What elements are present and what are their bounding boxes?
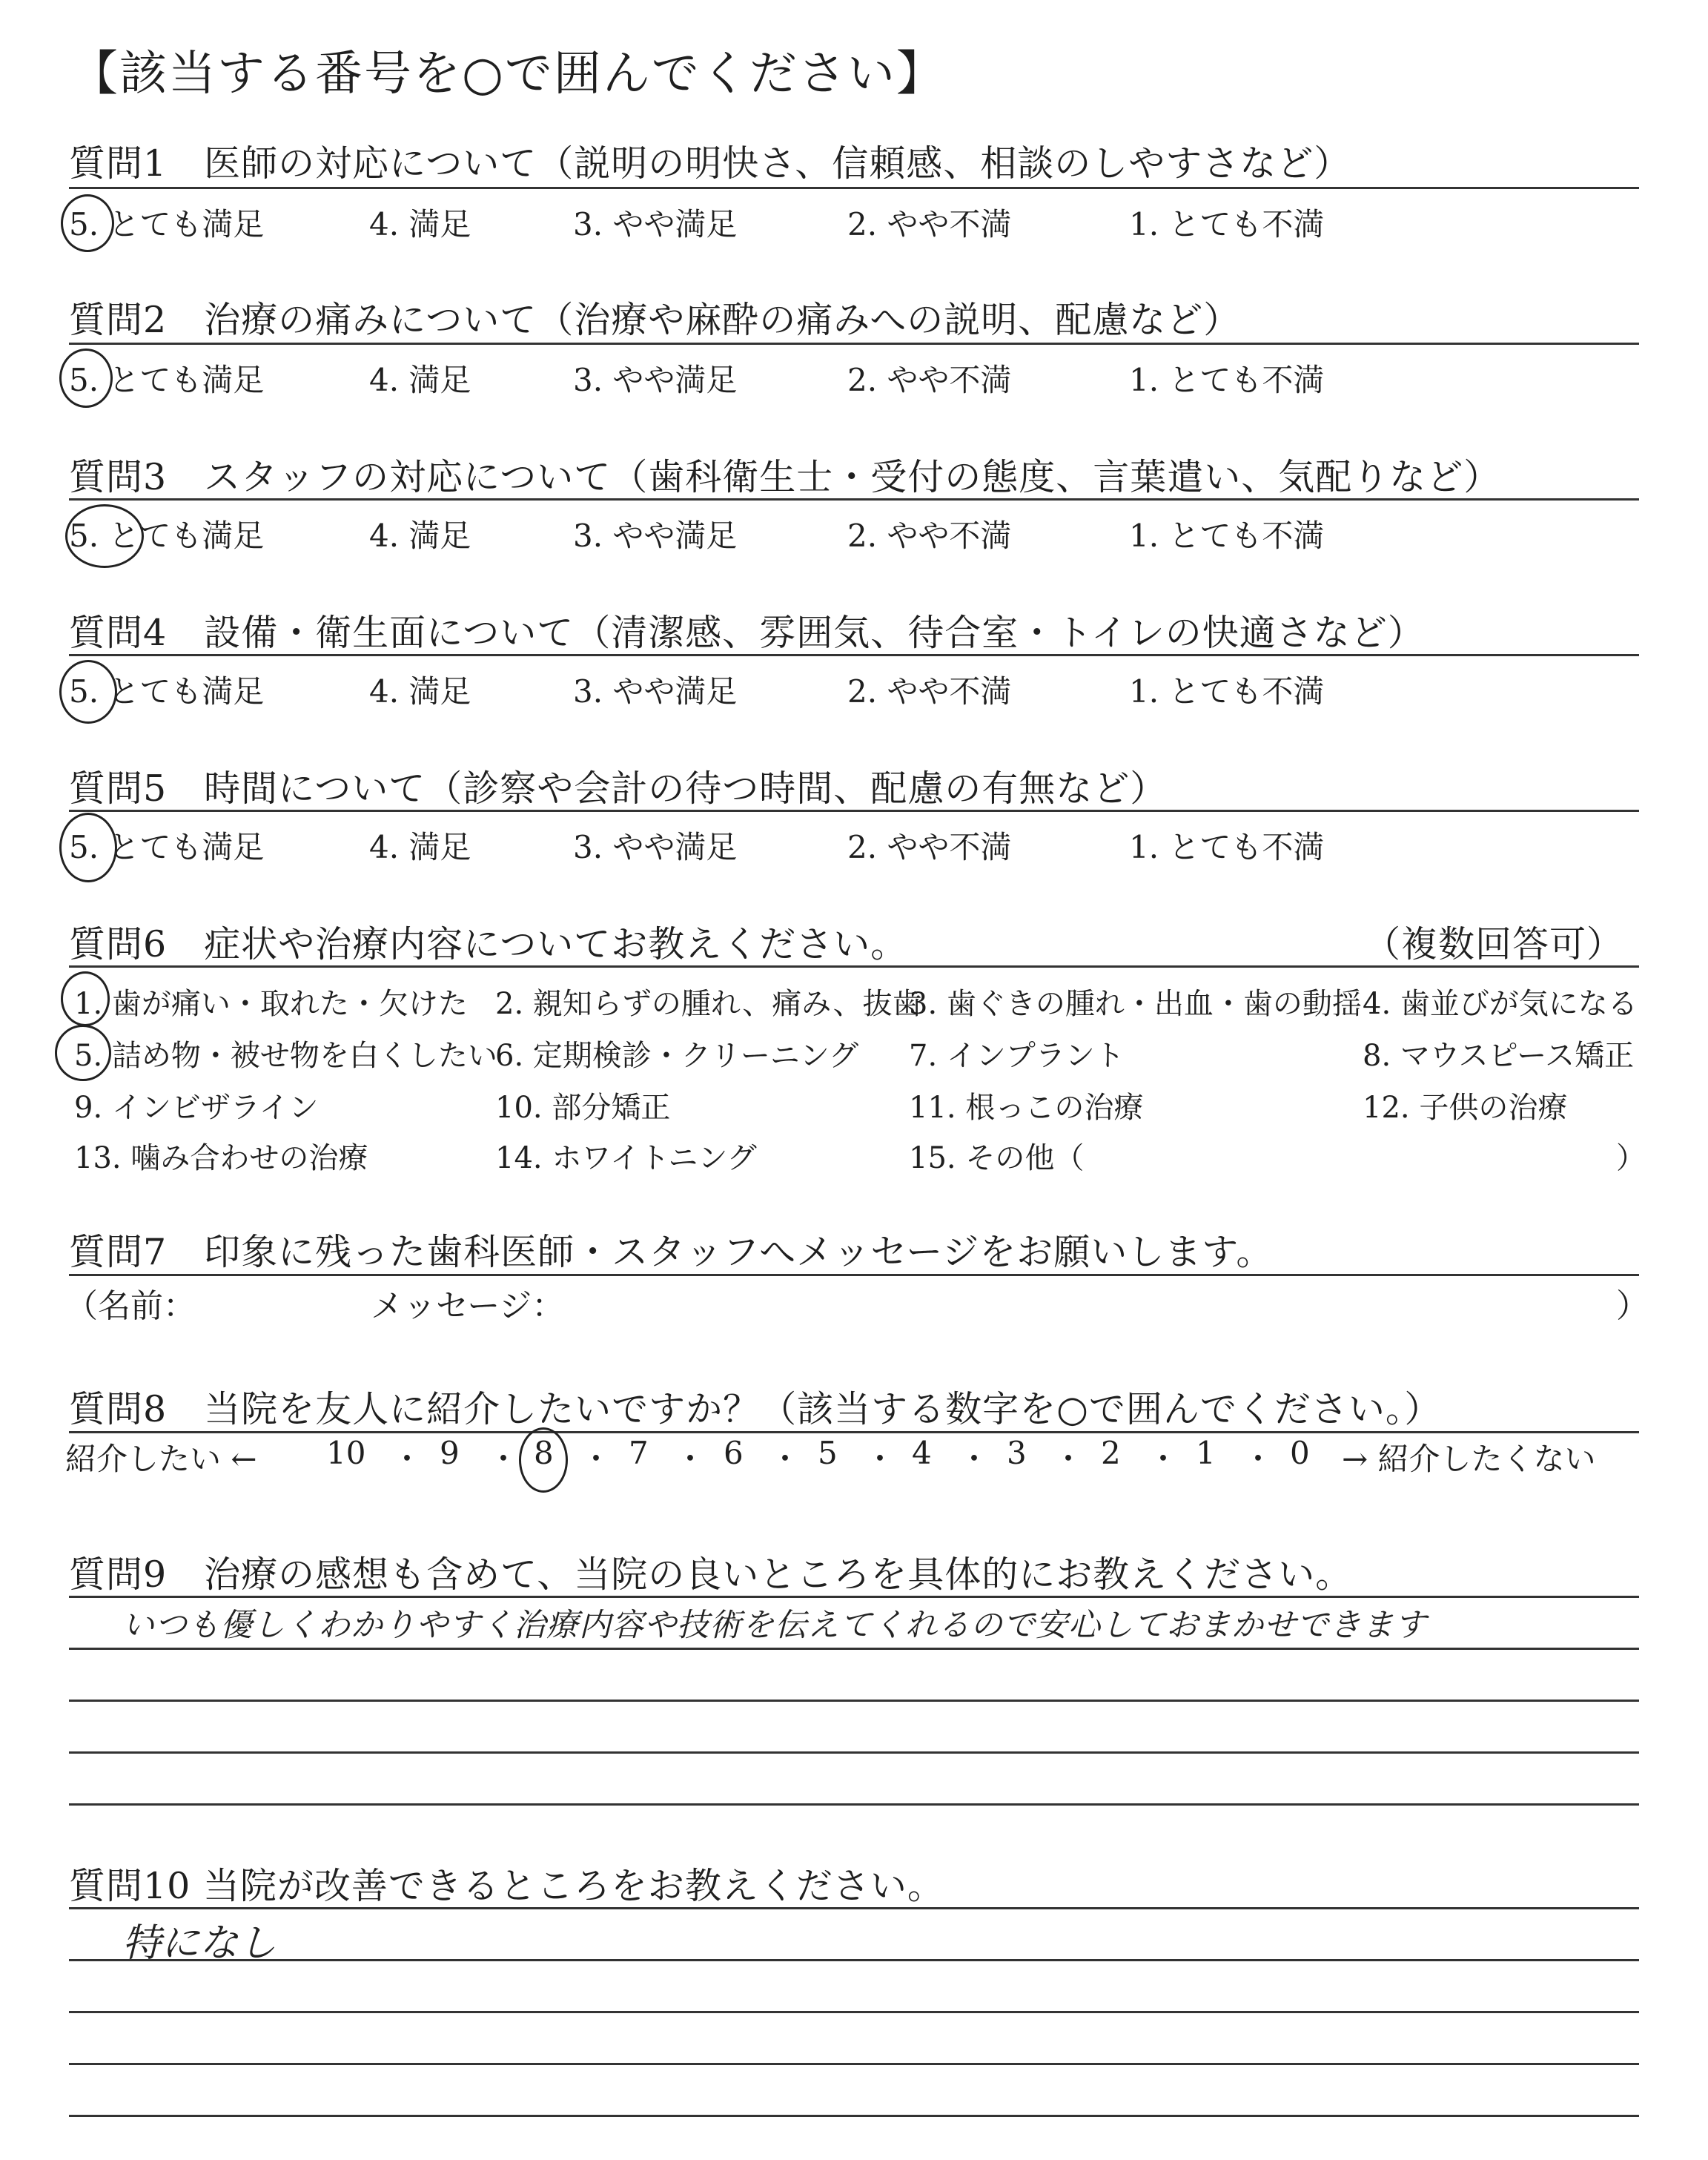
- q6-option-9[interactable]: 9. インビザライン: [74, 1091, 319, 1125]
- answer-line: [69, 2011, 1639, 2013]
- question-4: 質問4 設備・衛生面について（清潔感、雰囲気、待合室・トイレの快適さなど）: [69, 612, 1425, 654]
- message-label[interactable]: メッセージ：: [371, 1287, 565, 1325]
- rating-option-5[interactable]: 5. とても満足: [69, 206, 265, 242]
- scale-number[interactable]: 3: [1007, 1435, 1027, 1471]
- q6-option-8[interactable]: 8. マウスピース矯正: [1363, 1039, 1635, 1073]
- q6-other-close: ）: [1616, 1141, 1646, 1175]
- rating-option-1[interactable]: 1. とても不満: [1129, 362, 1325, 398]
- rating-option-1[interactable]: 1. とても不満: [1129, 518, 1325, 554]
- divider: [69, 654, 1639, 656]
- answer-line: [69, 1959, 1639, 1961]
- rating-option-5[interactable]: 5. とても満足: [69, 829, 265, 865]
- q6-option-14[interactable]: 14. ホワイトニング: [495, 1141, 757, 1175]
- rating-option-3[interactable]: 3. やや満足: [573, 362, 738, 398]
- rating-option-2[interactable]: 2. やや不満: [847, 206, 1012, 242]
- scale-number[interactable]: 6: [724, 1435, 744, 1471]
- scale-number[interactable]: 1: [1196, 1435, 1216, 1471]
- scale-left-label: 紹介したい ←: [65, 1441, 257, 1477]
- q9-handwritten-answer[interactable]: いつも優しくわかりやすく治療内容や技術を伝えてくれるので安心しておまかせできます: [122, 1607, 1427, 1644]
- divider: [69, 1596, 1639, 1598]
- circle-mark: [59, 660, 117, 724]
- divider: [69, 187, 1639, 189]
- question-9: 質問9 治療の感想も含めて、当院の良いところを具体的にお教えください。: [69, 1553, 1353, 1596]
- q6-option-11[interactable]: 11. 根っこの治療: [909, 1091, 1144, 1125]
- question-3: 質問3 スタッフの対応について（歯科衛生士・受付の態度、言葉遣い、気配りなど）: [69, 456, 1501, 498]
- scale-number[interactable]: 0: [1290, 1435, 1310, 1471]
- scale-number[interactable]: 8: [534, 1435, 554, 1471]
- question-8: 質問8 当院を友人に紹介したいですか？（該当する数字を○で囲んでください。）: [69, 1388, 1442, 1430]
- scale-number[interactable]: 7: [629, 1435, 649, 1471]
- rating-option-1[interactable]: 1. とても不満: [1129, 206, 1325, 242]
- rating-option-5[interactable]: 5. とても満足: [69, 673, 265, 710]
- rating-option-2[interactable]: 2. やや不満: [847, 829, 1012, 865]
- name-label: （名前：: [65, 1287, 196, 1325]
- rating-option-2[interactable]: 2. やや不満: [847, 362, 1012, 398]
- rating-option-5[interactable]: 5. とても満足: [69, 362, 265, 398]
- divider: [69, 1907, 1639, 1909]
- answer-line: [69, 2115, 1639, 2117]
- q6-option-13[interactable]: 13. 噛み合わせの治療: [74, 1141, 368, 1175]
- circle-mark: [65, 504, 144, 568]
- rating-option-2[interactable]: 2. やや不満: [847, 518, 1012, 554]
- question-1: 質問1 医師の対応について（説明の明快さ、信頼感、相談のしやすさなど）: [69, 142, 1351, 185]
- q6-option-2[interactable]: 2. 親知らずの腫れ、痛み、抜歯: [495, 987, 922, 1021]
- question-10: 質問10 当院が改善できるところをお教えください。: [69, 1865, 944, 1907]
- answer-line: [69, 2063, 1639, 2065]
- rating-option-4[interactable]: 4. 満足: [369, 829, 471, 865]
- circle-mark: [61, 194, 114, 252]
- q10-handwritten-answer[interactable]: 特になし: [122, 1921, 277, 1966]
- answer-line: [69, 1648, 1639, 1650]
- q6-option-6[interactable]: 6. 定期検診・クリーニング: [495, 1039, 859, 1073]
- rating-option-3[interactable]: 3. やや満足: [573, 206, 738, 242]
- q6-option-12[interactable]: 12. 子供の治療: [1363, 1091, 1568, 1125]
- answer-line: [69, 1700, 1639, 1702]
- rating-option-1[interactable]: 1. とても不満: [1129, 829, 1325, 865]
- rating-option-3[interactable]: 3. やや満足: [573, 518, 738, 554]
- message-close: ）: [1616, 1287, 1649, 1325]
- scale-number[interactable]: 2: [1101, 1435, 1121, 1471]
- circle-mark: [519, 1427, 568, 1493]
- rating-option-4[interactable]: 4. 満足: [369, 206, 471, 242]
- rating-option-3[interactable]: 3. やや満足: [573, 829, 738, 865]
- scale-number[interactable]: 4: [912, 1435, 932, 1471]
- rating-option-4[interactable]: 4. 満足: [369, 362, 471, 398]
- scale-number[interactable]: 5: [818, 1435, 838, 1471]
- rating-option-5[interactable]: 5. とても満足: [69, 518, 265, 554]
- q6-option-4[interactable]: 4. 歯並びが気になる: [1363, 987, 1638, 1021]
- question-5: 質問5 時間について（診察や会計の待つ時間、配慮の有無など）: [69, 767, 1168, 810]
- q6-option-3[interactable]: 3. 歯ぐきの腫れ・出血・歯の動揺: [909, 987, 1362, 1021]
- divider: [69, 965, 1639, 968]
- answer-line: [69, 1803, 1639, 1806]
- form-title: 【該当する番号を○で囲んでください】: [70, 47, 945, 102]
- question-2: 質問2 治療の痛みについて（治療や麻酔の痛みへの説明、配慮など）: [69, 299, 1241, 341]
- scale-right-label: → 紹介したくない: [1342, 1441, 1596, 1477]
- circle-mark: [61, 971, 110, 1026]
- circle-mark: [59, 813, 117, 882]
- question-7: 質問7 印象に残った歯科医師・スタッフへメッセージをお願いします。: [69, 1231, 1274, 1273]
- rating-option-1[interactable]: 1. とても不満: [1129, 673, 1325, 710]
- q6-option-7[interactable]: 7. インプラント: [909, 1039, 1125, 1073]
- circle-mark: [55, 1025, 111, 1081]
- q6-option-15[interactable]: 15. その他（: [909, 1141, 1085, 1175]
- question-6-note: （複数回答可）: [1364, 923, 1624, 965]
- rating-option-4[interactable]: 4. 満足: [369, 673, 471, 710]
- circle-mark: [59, 349, 113, 408]
- divider: [69, 810, 1639, 812]
- divider: [69, 1431, 1639, 1433]
- q6-option-10[interactable]: 10. 部分矯正: [495, 1091, 671, 1125]
- divider: [69, 498, 1639, 501]
- scale-number[interactable]: 10: [326, 1435, 366, 1471]
- scale-number[interactable]: 9: [440, 1435, 460, 1471]
- divider: [69, 343, 1639, 345]
- rating-option-2[interactable]: 2. やや不満: [847, 673, 1012, 710]
- question-6: 質問6 症状や治療内容についてお教えください。: [69, 923, 908, 965]
- rating-option-3[interactable]: 3. やや満足: [573, 673, 738, 710]
- q6-option-1[interactable]: 1. 歯が痛い・取れた・欠けた: [74, 987, 468, 1021]
- answer-line: [69, 1751, 1639, 1754]
- q6-option-5[interactable]: 5. 詰め物・被せ物を白くしたい: [74, 1039, 497, 1073]
- divider: [69, 1274, 1639, 1276]
- rating-option-4[interactable]: 4. 満足: [369, 518, 471, 554]
